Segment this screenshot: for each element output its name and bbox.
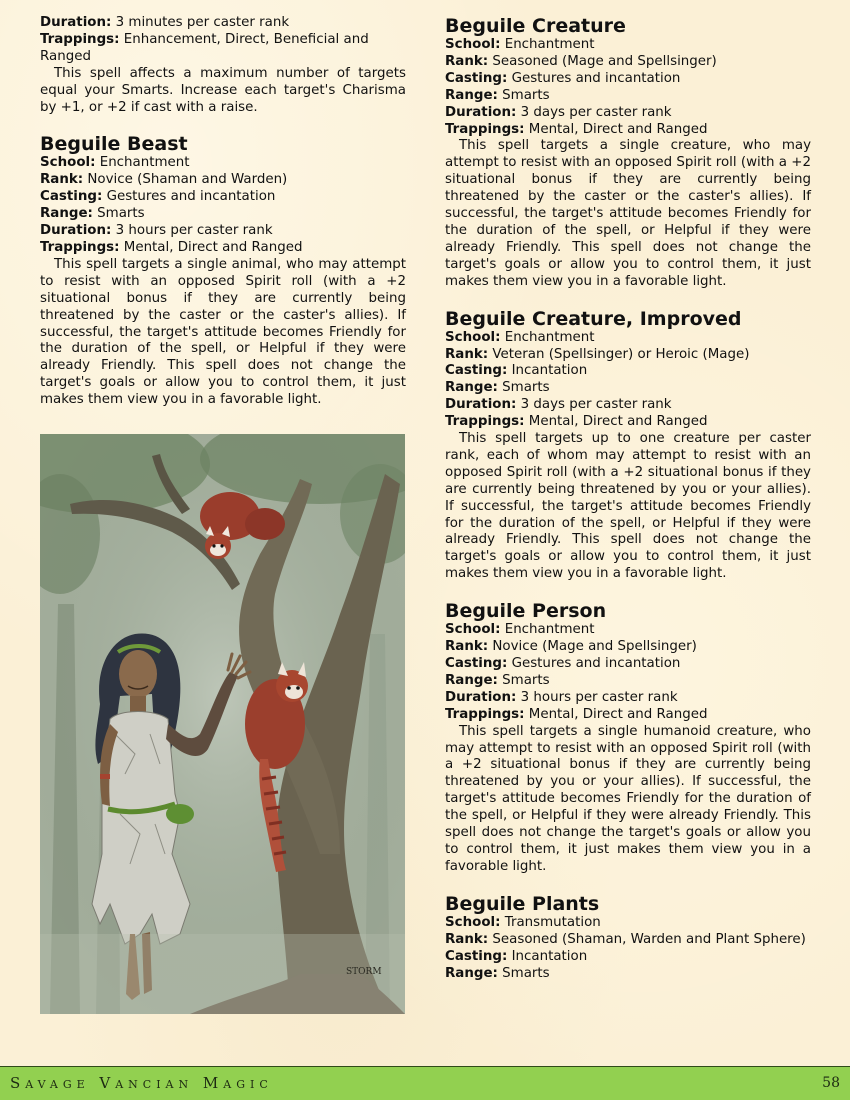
artist-signature: STORM [346,967,382,977]
stat-label: Duration: [445,397,517,413]
stat-value: Incantation [511,948,588,964]
stat-label: Trappings: [40,239,120,255]
stat-label: Trappings: [445,706,525,722]
stat-value: Gestures and incantation [511,70,681,86]
stat-value: Enchantment [504,622,595,638]
stat-value: Enchantment [99,155,190,171]
stat-label: School: [445,329,501,345]
stat-label: Range: [445,380,498,396]
stat-rank [445,347,811,364]
stat-rank [445,54,811,71]
stat-school [445,622,811,639]
page-footer [0,1066,850,1100]
stat-value: Smarts [97,206,145,222]
continued-spell [40,0,406,116]
stat-value: Seasoned (Shaman, Warden and Plant Sphere) [492,931,806,947]
stat-rank [40,172,406,189]
left-column [40,0,406,426]
stat-value: 3 hours per caster rank [115,223,273,239]
spell-description: This spell targets a single creature, who may attempt to resist with an opposed Spirit roll (with a +2 situational bonus if they are currently being threatened by the caster or the caster's allies). If successful, the target's attitude becomes Friendly for the duration of the spell, or Helpful if they were already Friendly. This spell does not change the target's goals or allow you to control them, it just makes them view you in a favorable light. [445,138,811,289]
stat-label: Casting: [445,948,508,964]
stat-value: Smarts [502,87,550,103]
stat-duration [445,397,811,414]
stat-trappings [445,122,811,139]
stat-label: Rank: [445,931,489,947]
stat-duration [40,15,406,32]
stat-value: Novice (Mage and Spellsinger) [492,639,697,655]
stat-value: Mental, Direct and Ranged [528,414,708,430]
spell-beguile-plants [445,893,811,983]
stat-casting [445,656,811,673]
stat-rank [445,639,811,656]
stat-label: Trappings: [40,31,120,47]
stat-rank [445,932,811,949]
stat-label: Range: [445,672,498,688]
stat-school [445,915,811,932]
stat-label: Trappings: [445,414,525,430]
stat-label: Rank: [445,53,489,69]
stat-value: 3 days per caster rank [520,397,672,413]
stat-label: Duration: [445,104,517,120]
spell-description: This spell affects a maximum number of targets equal your Smarts. Increase each target's Charisma by +1, or +2 if cast with a raise. [40,65,406,115]
spell-title: Beguile Plants [445,892,600,915]
stat-value: Enhancement, Direct, Beneficial and Ranged [40,31,369,64]
stat-label: School: [445,914,501,930]
illustration-artwork [40,434,405,1014]
stat-value: 3 minutes per caster rank [115,15,290,30]
stat-value: 3 hours per caster rank [520,689,678,705]
stat-casting [445,949,811,966]
stat-label: Rank: [445,346,489,362]
stat-label: Duration: [40,223,112,239]
stat-label: School: [445,37,501,52]
illustration-druid-red-pandas [40,434,405,1014]
stat-value: Gestures and incantation [511,656,681,671]
stat-label: Rank: [445,639,489,655]
spell-description: This spell targets a single animal, who may attempt to resist with an opposed Spirit roll (with a +2 situational bonus if they are currently being threatened by the caster or the caster's allies). If successful, the target's attitude becomes Friendly for the duration of the spell, or Helpful if they were already Friendly. This spell does not change the target's goals or allow you to control them, it just makes them view you in a favorable light. [40,256,406,408]
stat-range [445,673,811,690]
stat-label: Casting: [445,656,508,671]
stat-label: Range: [445,965,498,981]
stat-value: Smarts [502,672,550,688]
stat-school [40,155,406,172]
stat-value: Smarts [502,965,550,981]
spell-beguile-beast [40,133,406,409]
stat-casting [445,71,811,88]
stat-value: Enchantment [504,329,595,345]
stat-casting [40,189,406,206]
spell-beguile-person [445,600,811,876]
spell-title: Beguile Beast [40,133,188,156]
spell-title: Beguile Creature, Improved [445,307,742,330]
stat-duration [445,690,811,707]
spell-beguile-creature [445,15,811,291]
spell-beguile-creature-improved [445,308,811,584]
stat-label: Casting: [445,363,508,379]
stat-value: Seasoned (Mage and Spellsinger) [492,53,717,69]
stat-school [445,37,811,54]
page-number: 58 [822,1075,840,1091]
stat-label: Range: [445,87,498,103]
stat-value: Smarts [502,380,550,396]
stat-value: Veteran (Spellsinger) or Heroic (Mage) [492,346,750,362]
stat-trappings [445,414,811,431]
stat-duration [445,105,811,122]
stat-label: School: [40,155,96,171]
stat-casting [445,363,811,380]
stat-label: Duration: [445,689,517,705]
stat-range [40,206,406,223]
right-column [445,15,811,999]
stat-label: School: [445,622,501,638]
stat-value: Enchantment [504,37,595,52]
stat-school [445,330,811,347]
stat-value: Mental, Direct and Ranged [528,706,708,722]
stat-range [445,88,811,105]
stat-trappings [445,707,811,724]
stat-label: Range: [40,206,93,222]
stat-range [445,966,811,983]
book-title: Savage Vancian Magic [10,1074,273,1092]
stat-value: Mental, Direct and Ranged [123,239,303,255]
spell-title: Beguile Creature [445,15,626,37]
spell-description: This spell targets up to one creature per caster rank, each of whom may attempt to resist with an opposed Spirit roll (with a +2 situational bonus if they are currently being threatened by you or your allies). If successful, the target's attitude becomes Friendly for the duration of the spell, or Helpful if they were already Friendly. This spell does not change the target's goals or allow you to control them, it just makes them view you in a favorable light. [445,431,811,582]
stat-label: Duration: [40,15,112,30]
stat-label: Rank: [40,172,84,188]
stat-label: Casting: [445,70,508,86]
stat-duration [40,223,406,240]
spell-title: Beguile Person [445,600,607,623]
stat-value: Mental, Direct and Ranged [528,121,708,137]
stat-value: Transmutation [504,914,601,930]
stat-value: Incantation [511,363,588,379]
spell-description: This spell targets a single humanoid creature, who may attempt to resist with an opposed Spirit roll (with a +2 situational bonus if they are currently being threatened by you or your allies). If successful, the target's attitude becomes Friendly for the duration of the spell, or Helpful if they were already Friendly. This spell does not change the target's goals or allow you to control them, it just makes them view you in a favorable light. [445,723,811,874]
stat-value: Novice (Shaman and Warden) [87,172,288,188]
stat-label: Trappings: [445,121,525,137]
stat-value: Gestures and incantation [106,189,276,205]
stat-trappings [40,240,406,257]
stat-range [445,380,811,397]
stat-value: 3 days per caster rank [520,104,672,120]
stat-trappings [40,32,406,66]
stat-label: Casting: [40,189,103,205]
